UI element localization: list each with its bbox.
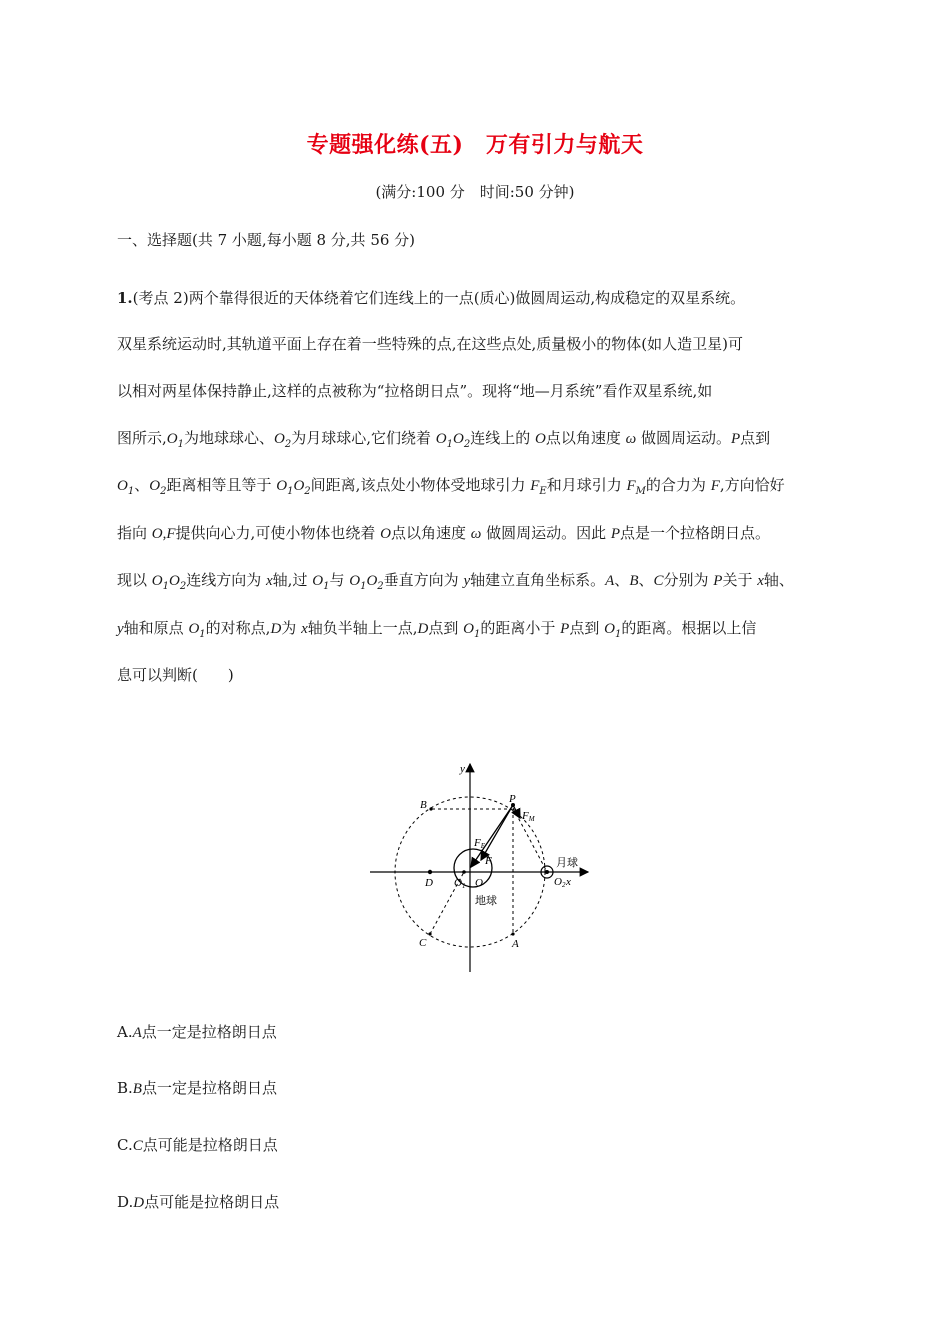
label-FM: FM	[522, 810, 535, 823]
point-B	[429, 807, 432, 810]
label-F: F	[485, 855, 492, 867]
label-D: D	[425, 877, 433, 889]
question-line-9: 息可以判断( )	[117, 666, 234, 684]
option-c: C.C点可能是拉格朗日点	[117, 1136, 278, 1154]
force-FE-vector	[471, 805, 513, 867]
label-O2: O2	[554, 876, 566, 889]
earth-moon-lagrange-diagram	[360, 758, 600, 978]
score-time-info: (满分:100 分 时间:50 分钟)	[375, 183, 575, 201]
page-title: 专题强化练(五) 万有引力与航天	[306, 132, 644, 158]
question-line-4: 图所示$,O_1$为地球球心、$O_2$为月球球心,它们绕着 $O_1O_2$连线上的 O点以角速度 ω 做圆周运动。P点到	[117, 429, 771, 450]
label-earth: 地球	[475, 894, 497, 907]
force-F-vector	[481, 805, 513, 860]
question-line-5: $O_1$、$O_2$距离相等且等于 $O_1O_2$间距离,该点处小物体受地球引力 $F_E$和月球引力 $F_M$的合力为 F,方向恰好	[117, 476, 785, 497]
y-axis-label: y	[460, 763, 465, 775]
question-line-3: 以相对两星体保持静止,这样的点被称为“拉格朗日点”。现将“地—月系统”看作双星系统,如	[117, 382, 713, 400]
label-P: P	[509, 793, 516, 805]
question-line-1: 1.(考点 2)两个靠得很近的天体绕着它们连线上的一点(质心)做圆周运动,构成稳定的双星系统。	[117, 289, 746, 307]
option-a: A.A点一定是拉格朗日点	[117, 1023, 277, 1041]
label-O: O	[475, 877, 483, 889]
question-line-7: 现以 $O_1O_2$连线方向为 x轴,过 $O_1$与 $O_1O_2$垂直方向为 y轴建立直角坐标系。A、B、C分别为 P关于 x轴、	[117, 571, 794, 592]
label-C: C	[419, 937, 427, 949]
option-b: B.B点一定是拉格朗日点	[117, 1079, 277, 1097]
option-d: D.D点可能是拉格朗日点	[117, 1193, 280, 1211]
question-line-6: 指向 O,F提供向心力,可使小物体也绕着 O点以角速度 ω 做圆周运动。因此 P点是一个拉格朗日点。	[117, 524, 771, 542]
moon-center-dot	[545, 870, 549, 874]
label-O1: O1	[454, 877, 466, 890]
point-O1	[462, 870, 466, 874]
question-line-2: 双星系统运动时,其轨道平面上存在着一些特殊的点,在这些点处,质量极小的物体(如人造卫星)可	[117, 335, 744, 353]
label-FE: FE	[474, 837, 486, 850]
x-axis-label: x	[566, 876, 571, 888]
label-A: A	[512, 938, 519, 950]
label-B: B	[420, 799, 427, 811]
question-line-8: y轴和原点 $O_1$的对称点,D为 x轴负半轴上一点,D点到 $O_1$的距离小于 P点到 $O_1$的距离。根据以上信	[117, 619, 757, 640]
point-D	[428, 870, 432, 874]
label-moon: 月球	[556, 856, 578, 869]
point-A	[511, 932, 514, 935]
point-C	[428, 932, 431, 935]
force-FM-vector	[513, 805, 520, 818]
question-number: 1.	[117, 289, 133, 307]
section-heading: 一、选择题(共 7 小题,每小题 8 分,共 56 分)	[117, 231, 416, 249]
